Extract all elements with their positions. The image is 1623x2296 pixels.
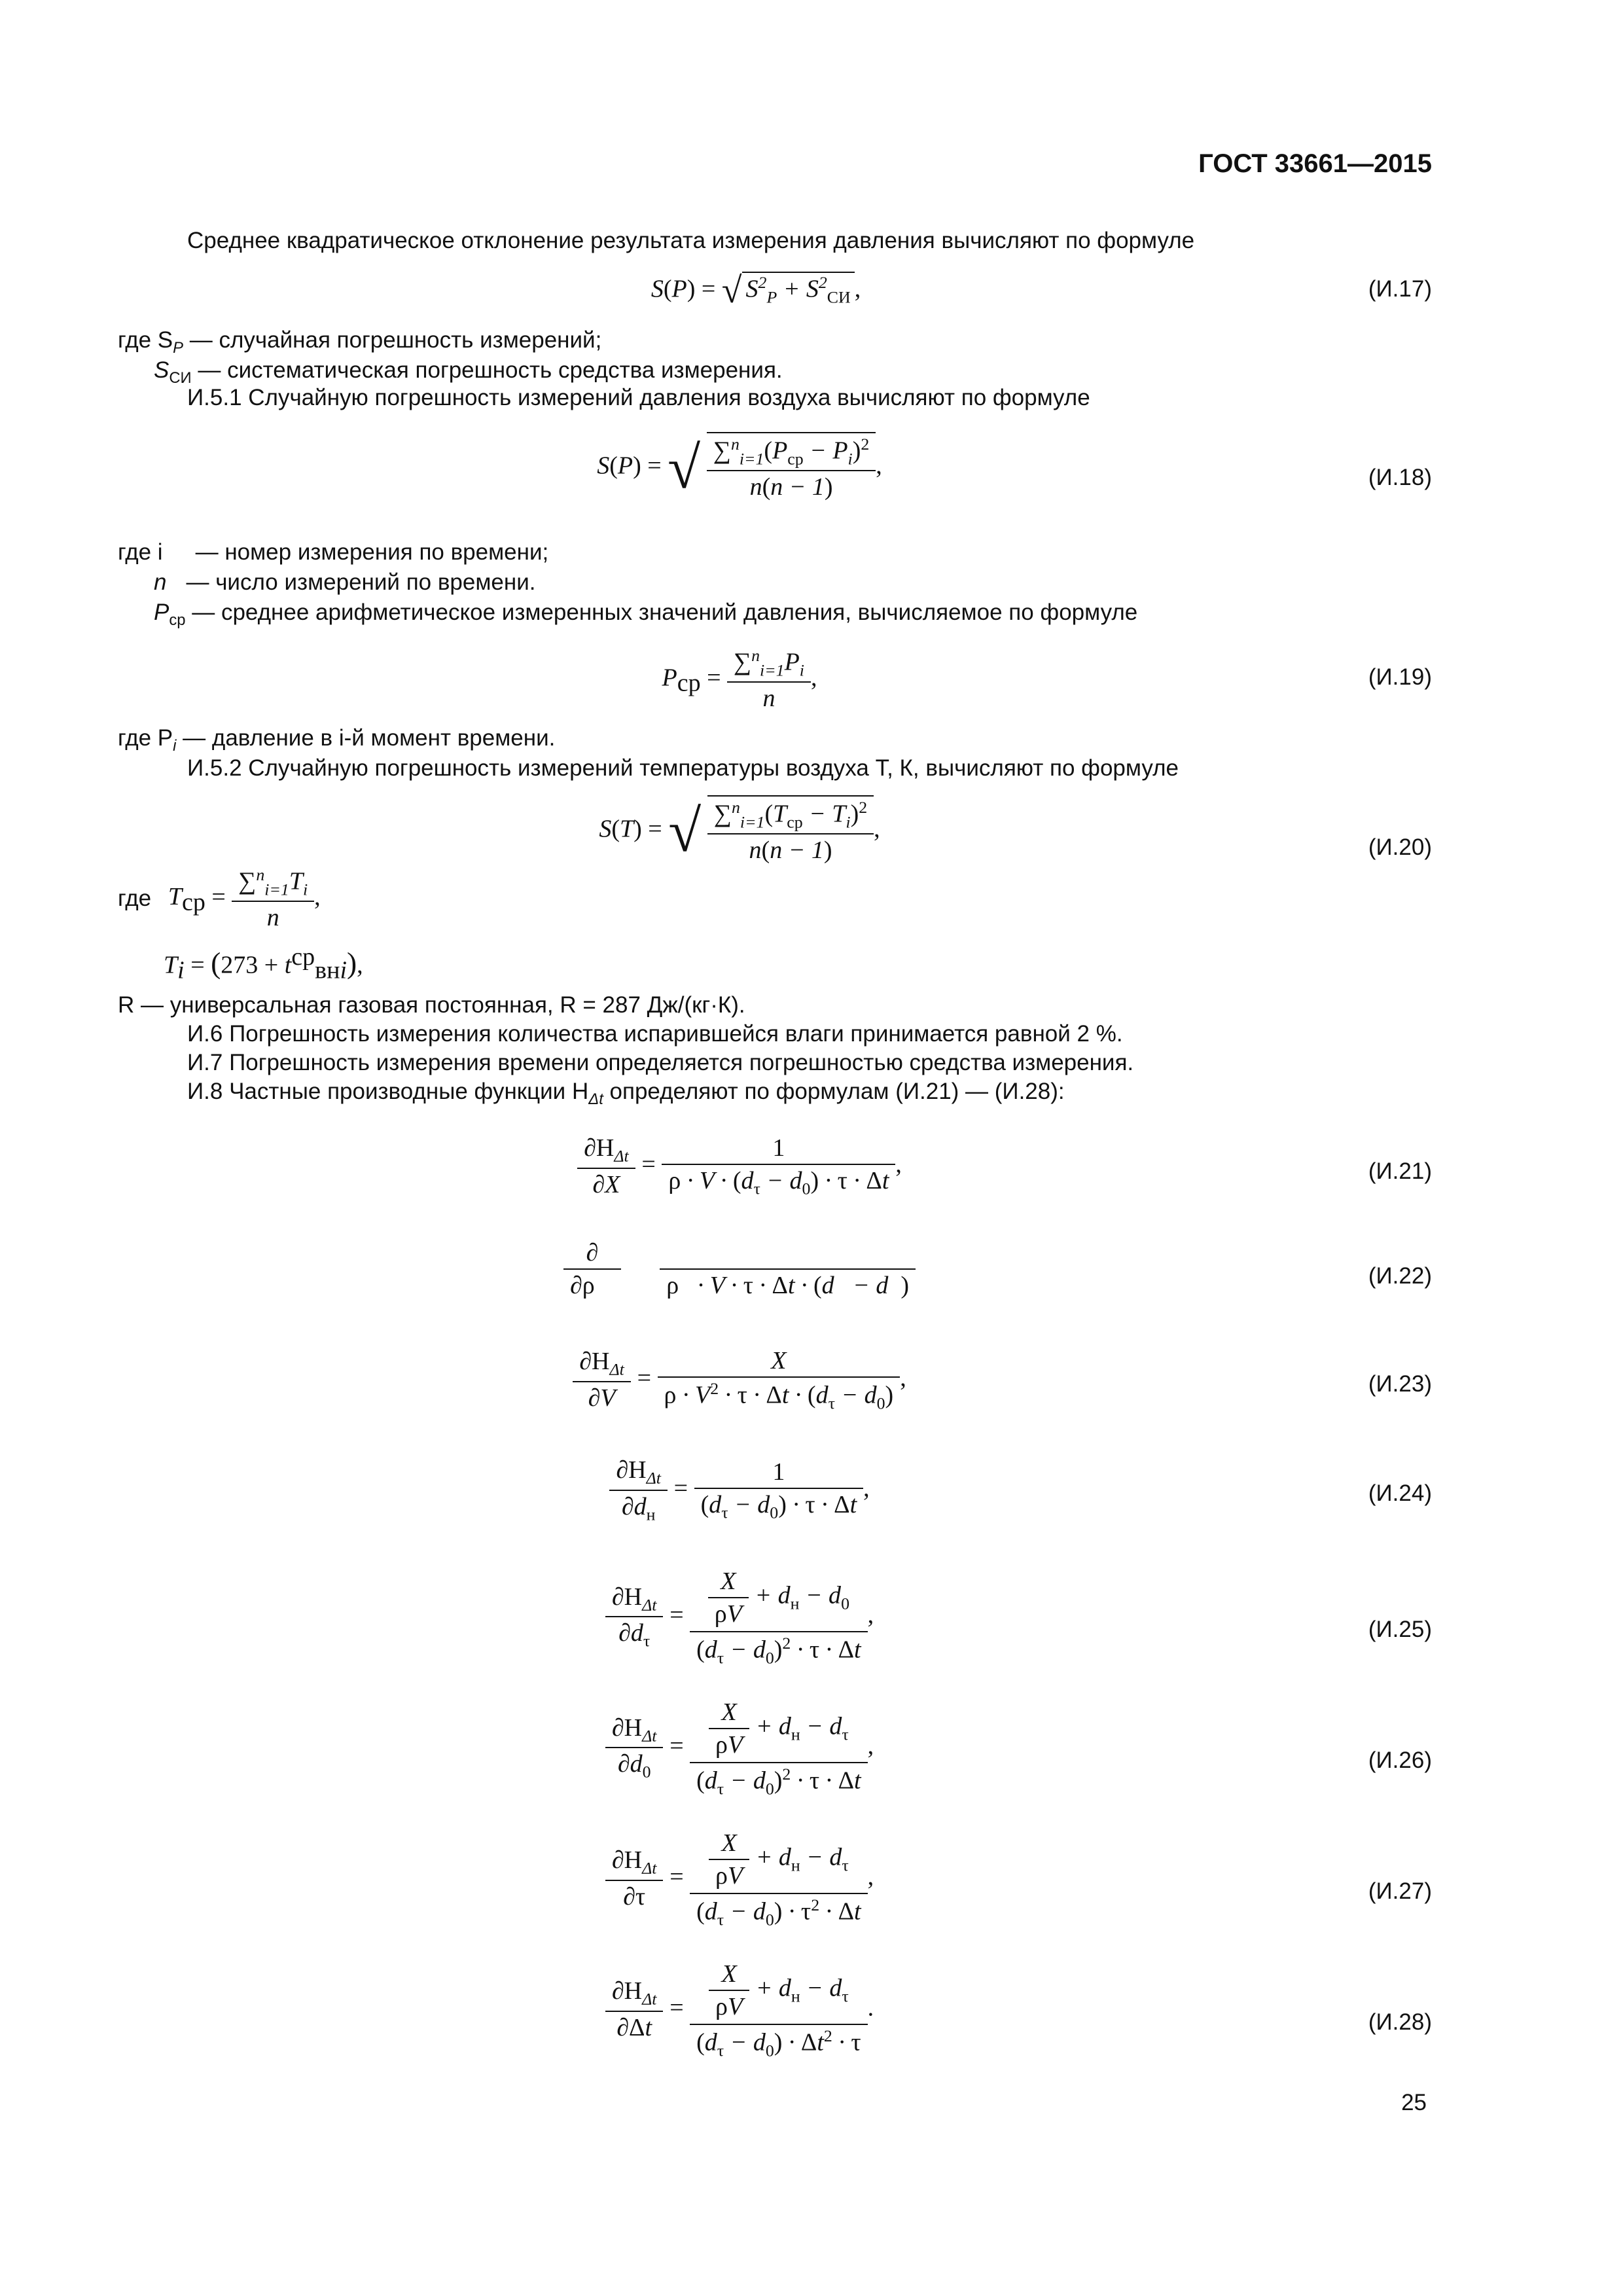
- equation-number-i20: (И.20): [1368, 834, 1432, 860]
- definition-ssi: $S_{СИ}$ — систематическая погрешность средства измерения.: [154, 357, 783, 387]
- paragraph-i51: И.5.1 Случайную погрешность измерений давления воздуха вычисляют по формуле: [187, 385, 1090, 410]
- equation-number-i22: (И.22): [1368, 1263, 1432, 1289]
- equation-number-i25: (И.25): [1368, 1617, 1432, 1642]
- formula-ti: $T_i = (273 + t^{ср}_{внi})$,: [164, 943, 363, 984]
- formula-i24-body: $\frac{\partial H_{\Delta t}}{\partial d_н}$ = $\frac{1}{(d_\tau - d_0) \cdot \tau \cdot \Delta t}$ ,: [0, 1454, 1427, 1526]
- paragraph-i8: И.8 Частные производные функции $H_{\Delta t}$ определяют по формулам (И.21) — (И.28):: [187, 1079, 1065, 1108]
- formula-i27-body: $\frac{\partial H_{\Delta t}}{\partial\tau}$ = $\frac{X}{\rho V}$ + $d_н - d_\tau$ $(d_\tau - d_0) \cdot \tau^2 \cdot \Delta t$ ,: [0, 1826, 1427, 1931]
- paragraph-std-deviation: Среднее квадратическое отклонение результата измерения давления вычисляют по формуле: [187, 228, 1195, 253]
- paragraph-i52: И.5.2 Случайную погрешность измерений температуры воздуха T, К, вычисляют по формуле: [187, 755, 1179, 781]
- definition-r: R — универсальная газовая постоянная, R = 287 Дж/(кг·К).: [118, 992, 745, 1018]
- formula-i21: [0, 1132, 1623, 1217]
- formula-i19: [0, 645, 1623, 717]
- definition-n: n — число измерений по времени.: [154, 569, 536, 595]
- document-header: ГОСТ 33661—2015: [1198, 149, 1432, 178]
- formula-i25-body: $\frac{\partial H_{\Delta t}}{\partial d_\tau}$ = $\frac{X}{\rho V}$ + $d_н - d_0$ $(d_\tau - d_0)^2 \cdot \tau \cdot \Delta t$ ,: [0, 1564, 1427, 1669]
- formula-i28: [0, 1957, 1623, 2088]
- formula-i18: [0, 432, 1623, 530]
- equation-number-i23: (И.23): [1368, 1371, 1432, 1397]
- equation-number-i28: (И.28): [1368, 2009, 1432, 2035]
- formula-i24: [0, 1454, 1623, 1539]
- formula-i25: [0, 1564, 1623, 1695]
- equation-number-i17: (И.17): [1368, 276, 1432, 302]
- definition-pcp: $P_{ср}$ — среднее арифметическое измеренных значений давления, вычисляемое по формуле: [154, 600, 1138, 629]
- formula-i22-body: $\frac{\partial}{\partial\rho}$ ρ · V · τ · Δt · (d − d ): [0, 1237, 1427, 1301]
- formula-i20-body: S(T) = √ $\frac{\sum^n_{i=1}(T_{ср} - T_i)^2}{n(n - 1)}$ ,: [0, 795, 1427, 866]
- paragraph-i7: И.7 Погрешность измерения времени определяется погрешностью средства измерения.: [187, 1050, 1134, 1075]
- formula-i17: [0, 270, 1623, 315]
- formula-i27: [0, 1826, 1623, 1957]
- equation-number-i27: (И.27): [1368, 1878, 1432, 1904]
- formula-i28-body: $\frac{\partial H_{\Delta t}}{\partial\Delta t}$ = $\frac{X}{\rho V}$ + $d_н - d_\tau$ $(d_\tau - d_0) \cdot \Delta t^2 \cdot \tau$ .: [0, 1957, 1427, 2062]
- equation-number-i21: (И.21): [1368, 1158, 1432, 1184]
- equation-number-i26: (И.26): [1368, 1748, 1432, 1773]
- paragraph-i6: И.6 Погрешность измерения количества испарившейся влаги принимается равной 2 %.: [187, 1021, 1123, 1047]
- formula-i26-body: $\frac{\partial H_{\Delta t}}{\partial d_0}$ = $\frac{X}{\rho V}$ + $d_н - d_\tau$ $(d_\tau - d_0)^2 \cdot \tau \cdot \Delta t$ ,: [0, 1695, 1427, 1800]
- formula-i26: [0, 1695, 1623, 1826]
- definition-i: где i — номер измерения по времени;: [118, 539, 549, 565]
- equation-number-i24: (И.24): [1368, 1480, 1432, 1506]
- definition-sp: где $S_P$ — случайная погрешность измерений;: [118, 327, 602, 357]
- page-number: 25: [1401, 2090, 1427, 2115]
- formula-i22: [0, 1237, 1623, 1322]
- formula-i18-body: S(P) = √ $\frac{\sum^n_{i=1}(P_{ср} - P_i)^2}{n(n - 1)}$ ,: [0, 432, 1427, 503]
- equation-number-i18: (И.18): [1368, 465, 1432, 490]
- formula-i23-body: $\frac{\partial H_{\Delta t}}{\partial V}$ = $\frac{X}{\rho \cdot V^2 \cdot \tau \cdot \Delta t \cdot (d_\tau - d_0)}$ ,: [0, 1345, 1427, 1414]
- formula-i21-body: $\frac{\partial H_{\Delta t}}{\partial X}$ = $\frac{1}{\rho \cdot V \cdot (d_\tau - d_0) \cdot \tau \cdot \Delta t}$ ,: [0, 1132, 1427, 1200]
- formula-i23: [0, 1345, 1623, 1430]
- formula-i17-body: S(P) = √ $S^2_P + S^2_{СИ}$ ,: [651, 270, 861, 311]
- formula-i19-body: $P_{ср}$ = $\frac{\sum^n_{i=1}P_i}{n}$ ,: [0, 645, 1427, 714]
- equation-number-i19: (И.19): [1368, 664, 1432, 690]
- definition-pi: где $P_i$ — давление в i-й момент времени.: [118, 725, 556, 755]
- formula-tcp: где $T_{ср}$ = $\frac{\sum^n_{i=1}T_i}{n}$ ,: [118, 864, 1623, 936]
